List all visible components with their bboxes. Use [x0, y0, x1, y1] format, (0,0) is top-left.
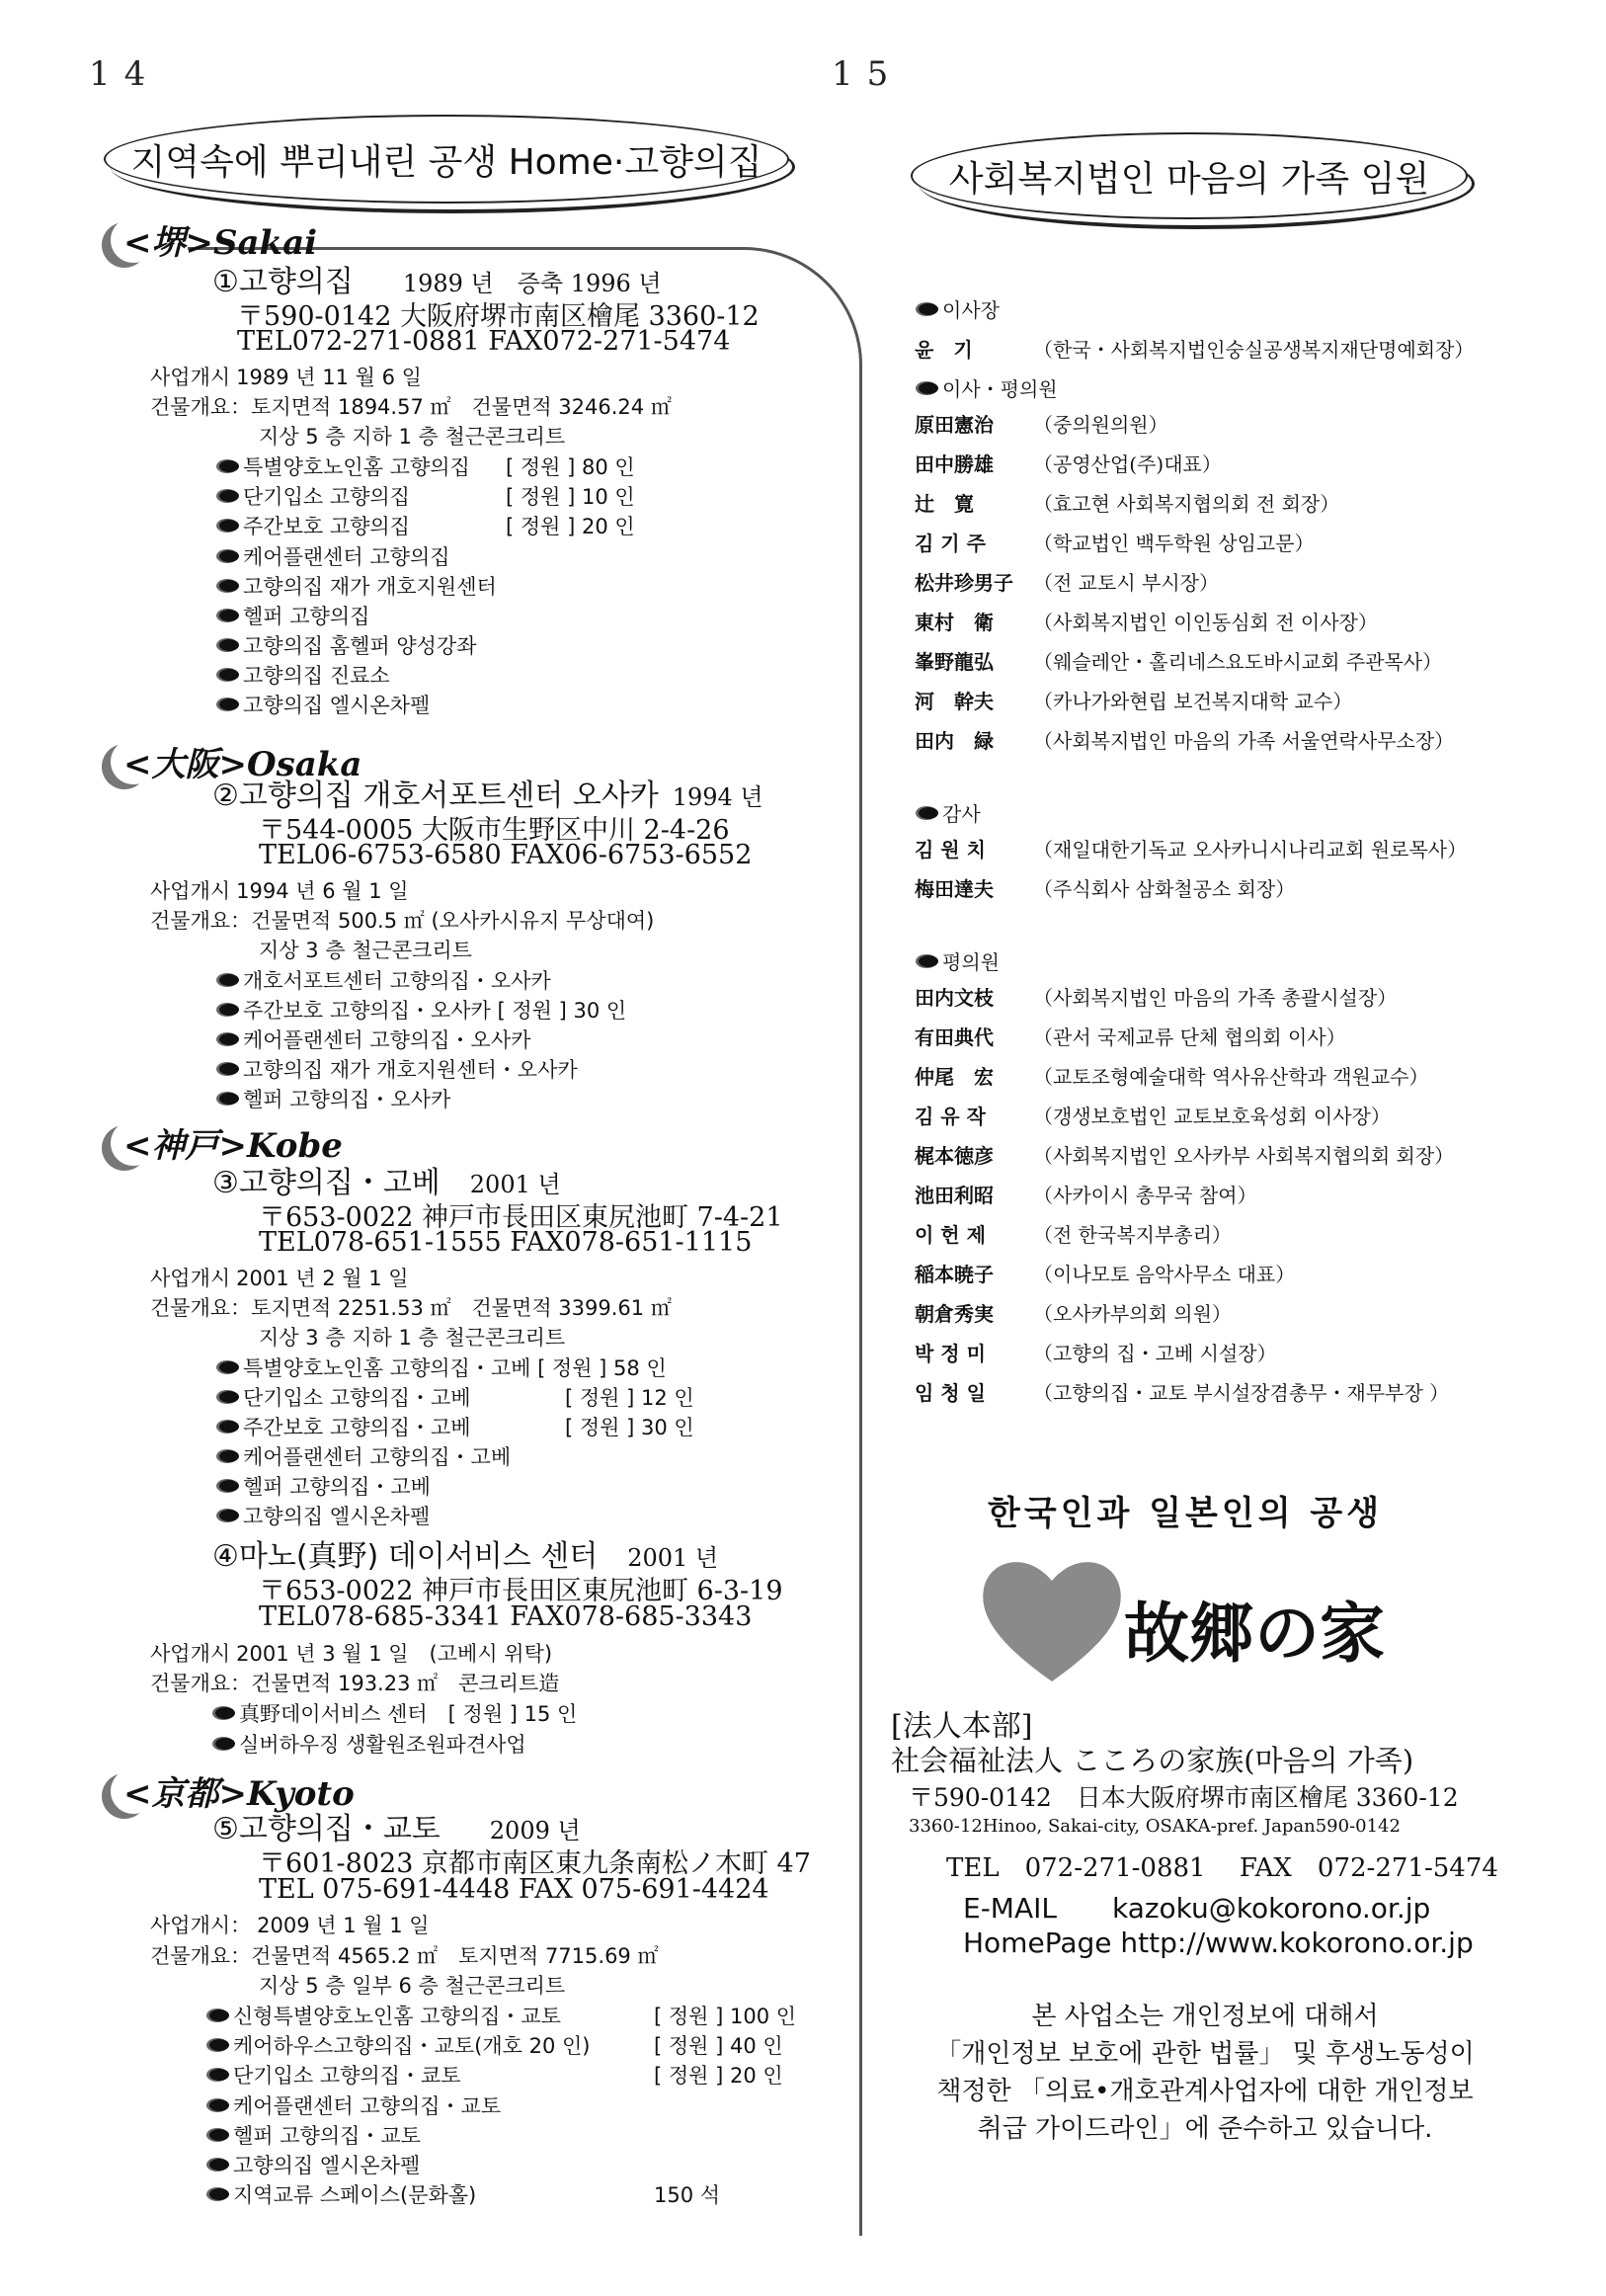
officer-row: 峯野龍弘 （웨슬레안・홀리네스요도바시교회 주관목사）: [915, 650, 1443, 674]
service-item: 케어플랜센터 고향의집: [219, 541, 450, 571]
facility-start: 사업개시 1994 년 6 월 1 일: [150, 879, 409, 903]
service-item: 단기입소 고향의집・쿄토 [ 정원 ] 20 인: [209, 2060, 461, 2090]
bullet-icon: [219, 460, 239, 472]
bullet-icon: [219, 520, 239, 532]
facility-address: 〒653-0022 神戸市長田区東尻池町 7-4-21: [259, 1202, 783, 1233]
right-header: [911, 132, 1468, 219]
facility-building-2: 지상 3 층 철근콘크리트: [259, 939, 472, 962]
service-item: 헬퍼 고향의집・오사카: [219, 1084, 450, 1113]
officer-row: 梶本徳彦 （사회복지법인 오사카부 사회복지협의회 회장）: [915, 1144, 1455, 1168]
officer-row: 김 기 주 （학교법인 백두학원 상임고문）: [915, 532, 1315, 555]
region-osaka: <大阪>Osaka: [123, 745, 362, 784]
service-item: 케어플랜센터 고향의집・교토: [209, 2091, 501, 2120]
facility-building: 건물개요：토지면적 1894.57 ㎡ 건물면적 3246.24 ㎡: [150, 395, 672, 419]
service-item: 고향의집 엘시온차펠: [219, 1501, 430, 1530]
bullet-icon: [219, 974, 239, 986]
bullet-icon: [919, 382, 938, 394]
facility-address: 〒653-0022 神戸市長田区東尻池町 6-3-19: [259, 1576, 783, 1606]
bullet-icon: [219, 550, 239, 562]
bullet-icon: [219, 1361, 239, 1373]
service-item: 주간보호 고향의집 [ 정원 ] 20 인: [219, 511, 410, 540]
bullet-icon: [209, 2188, 229, 2200]
facility-tel: TEL072-271-0881 FAX072-271-5474: [237, 326, 731, 357]
facility-building-2: 지상 3 층 지하 1 층 철근콘크리트: [259, 1326, 566, 1350]
service-item: 케어플랜센터 고향의집・오사카: [219, 1025, 530, 1054]
section-chair: 이사장: [919, 294, 1000, 323]
service-item: 주간보호 고향의집・고베 [ 정원 ] 30 인: [219, 1412, 471, 1441]
bullet-icon: [219, 1063, 239, 1075]
region-sakai: <堺>Sakai: [123, 223, 318, 263]
service-item: 고향의집 엘시온차펠: [219, 690, 430, 719]
officer-row: 이 헌 제 （전 한국복지부총리）: [915, 1223, 1232, 1247]
service-item: 개호서포트센터 고향의집・오사카: [219, 965, 551, 995]
page-number-left: 14: [89, 54, 160, 94]
bullet-icon: [219, 1450, 239, 1462]
service-item: 신형특별양호노인홈 고향의집・교토 [ 정원 ] 100 인: [209, 2001, 561, 2030]
bullet-icon: [219, 669, 239, 681]
bullet-icon: [219, 580, 239, 592]
hq-email[interactable]: E-MAIL kazoku@kokorono.or.jp: [963, 1892, 1431, 1925]
bullet-icon: [219, 610, 239, 621]
service-item: 고향의집 엘시온차펠: [209, 2150, 420, 2179]
service-item: 특별양호노인홈 고향의집・고베 [ 정원 ] 58 인: [219, 1353, 667, 1382]
hq-tel: TEL 072-271-0881 FAX 072-271-5474: [946, 1853, 1498, 1883]
facility-title: ③고향의집・고베 2001 년: [212, 1166, 561, 1200]
facility-start: 사업개시 2001 년 2 월 1 일: [150, 1267, 409, 1290]
service-item: 케어플랜센터 고향의집・고베: [219, 1441, 511, 1471]
notice-line: 「개인정보 보호에 관한 법률」 및 후생노동성이: [935, 2039, 1475, 2069]
service-item: 고향의집 재가 개호지원센터: [219, 571, 497, 601]
heart-icon: [978, 1551, 1126, 1689]
facility-building-2: 지상 5 층 지하 1 층 철근콘크리트: [259, 425, 566, 449]
officer-row: 河 幹夫 （카나가와현립 보건복지대학 교수）: [915, 690, 1353, 713]
facility-building: 건물개요：건물면적 4565.2 ㎡ 토지면적 7715.69 ㎡: [150, 1944, 659, 1968]
bullet-icon: [219, 1421, 239, 1433]
service-item: 케어하우스고향의집・교토(개호 20 인) [ 정원 ] 40 인: [209, 2030, 590, 2060]
service-item: 주간보호 고향의집・오사카 [ 정원 ] 30 인: [219, 995, 626, 1025]
region-kyoto: <京都>Kyoto: [123, 1774, 355, 1814]
section-auditors: 감사: [919, 798, 981, 827]
bullet-icon: [219, 1093, 239, 1105]
privacy-notice: [889, 1998, 1521, 2148]
facility-tel: TEL078-685-3341 FAX078-685-3343: [259, 1601, 753, 1632]
notice-line: 취급 가이드라인」에 준수하고 있습니다.: [977, 2114, 1433, 2144]
officer-row: 田内文枝 （사회복지법인 마음의 가족 총괄시설장）: [915, 986, 1398, 1010]
service-item: 고향의집 재가 개호지원센터・오사카: [219, 1054, 578, 1084]
hq-address-jp: 〒590-0142 日本大阪府堺市南区檜尾 3360-12: [909, 1783, 1459, 1812]
service-item: 특별양호노인홈 고향의집 [ 정원 ] 80 인: [219, 451, 470, 481]
officer-row: 有田典代 （관서 국제교류 단체 협의회 이사）: [915, 1025, 1346, 1049]
notice-line: 본 사업소는 개인정보에 대해서: [1031, 2002, 1379, 2031]
service-item: 고향의집 진료소: [219, 660, 390, 690]
bullet-icon: [209, 2159, 229, 2171]
service-item: 단기입소 고향의집・고베 [ 정원 ] 12 인: [219, 1382, 471, 1412]
bullet-icon: [209, 2009, 229, 2021]
officer-row: 梅田達夫 （주식회사 삼화철공소 회장）: [915, 877, 1296, 901]
service-item: 헬퍼 고향의집: [219, 601, 369, 630]
facility-tel: TEL078-651-1555 FAX078-651-1115: [259, 1227, 753, 1258]
bullet-icon: [219, 1004, 239, 1016]
officer-row: 辻 寛 （효고현 사회복지협의회 전 회장）: [915, 492, 1340, 516]
facility-title: ①고향의집 1989 년 증축 1996 년: [212, 265, 662, 299]
officer-row: 박 정 미 （고향의 집・고베 시설장）: [915, 1342, 1277, 1365]
service-item: 단기입소 고향의집 [ 정원 ] 10 인: [219, 481, 410, 511]
bullet-icon: [219, 1391, 239, 1403]
logo-text: 故郷の家: [1124, 1595, 1385, 1672]
bullet-icon: [209, 2069, 229, 2081]
bullet-icon: [209, 2099, 229, 2111]
hq-label: [法人本部]: [891, 1709, 1033, 1744]
officer-row: 임 청 일 （고향의집・교토 부시설장겸총무・재무부장 ）: [915, 1381, 1450, 1405]
officer-row: 朝倉秀実 （오사카부의회 의원）: [915, 1302, 1232, 1326]
service-item: 지역교류 스페이스(문화홀) 150 석: [209, 2179, 476, 2209]
bullet-icon: [209, 2039, 229, 2051]
facility-address: 〒601-8023 京都市南区東九条南松ノ木町 47: [259, 1848, 811, 1879]
bullet-icon: [219, 1480, 239, 1492]
officer-row: 田中勝雄 （공영산업(주)대표）: [915, 452, 1222, 476]
facility-building: 건물개요：건물면적 500.5 ㎡ (오사카시유지 무상대여): [150, 909, 655, 933]
bullet-icon: [219, 698, 239, 710]
facility-building-2: 지상 5 층 일부 6 층 철근콘크리트: [259, 1974, 566, 1998]
section-directors: 이사・평의원: [919, 373, 1058, 402]
facility-address: 〒544-0005 大阪市生野区中川 2-4-26: [259, 815, 730, 846]
bullet-icon: [919, 303, 938, 315]
section-council: 평의원: [919, 946, 1000, 975]
service-item: 헬퍼 고향의집・고베: [219, 1471, 431, 1501]
hq-address-en: 3360-12Hinoo, Sakai-city, OSAKA-pref. Japan590-0142: [909, 1816, 1401, 1837]
facility-title: ④마노(真野) 데이서비스 센터 2001 년: [212, 1539, 719, 1574]
facility-tel: TEL06-6753-6580 FAX06-6753-6552: [259, 840, 753, 870]
officer-row: 松井珍男子 （전 교토시 부시장）: [915, 571, 1219, 595]
officer-row: 原田憲治 （중의원의원）: [915, 413, 1168, 437]
service-item: 헬퍼 고향의집・교토: [209, 2120, 421, 2150]
facility-address: 〒590-0142 大阪府堺市南区檜尾 3360-12: [237, 301, 760, 332]
left-header: [104, 115, 789, 204]
bullet-icon: [215, 1738, 235, 1750]
facility-title: ⑤고향의집・교토 2009 년: [212, 1812, 581, 1846]
officer-row: 김 원 치 （재일대한기독교 오사카니시나리교회 원로목사）: [915, 838, 1468, 861]
officer-row: 稲本暁子 （이나모토 음악사무소 대표）: [915, 1263, 1296, 1286]
bullet-icon: [219, 1033, 239, 1045]
service-item: 고향의집 홈헬퍼 양성강좌: [219, 630, 477, 660]
officer-row: 田内 緑 （사회복지법인 마음의 가족 서울연락사무소장）: [915, 729, 1455, 753]
facility-building: 건물개요：토지면적 2251.53 ㎡ 건물면적 3399.61 ㎡: [150, 1296, 672, 1320]
hq-org: 社会福祉法人 こころの家族(마음의 가족): [891, 1744, 1414, 1777]
page-number-right: 15: [832, 54, 903, 94]
bullet-icon: [219, 1510, 239, 1521]
right-header-title: 사회복지법인 마음의 가족 임원: [948, 158, 1430, 200]
bullet-icon: [215, 1707, 235, 1719]
officer-row: 윤 기 （한국・사회복지법인숭실공생복지재단명예회장）: [915, 338, 1475, 362]
facility-start: 사업개시： 2009 년 1 월 1 일: [150, 1914, 430, 1937]
officer-row: 東村 衛 （사회복지법인 이인동심회 전 이사장）: [915, 611, 1378, 634]
officer-row: 仲尾 宏 （교토조형예술대학 역사유산학과 객원교수）: [915, 1065, 1429, 1089]
facility-start: 사업개시 2001 년 3 월 1 일 (고베시 위탁): [150, 1642, 553, 1666]
facility-building: 건물개요：건물면적 193.23 ㎡ 콘크리트造: [150, 1672, 560, 1695]
hq-homepage[interactable]: HomePage http://www.kokorono.or.jp: [963, 1927, 1474, 1959]
bullet-icon: [219, 639, 239, 651]
bullet-icon: [919, 955, 938, 967]
bullet-icon: [209, 2129, 229, 2141]
notice-line: 책정한 「의료•개호관계사업자에 대한 개인정보: [936, 2077, 1474, 2106]
region-kobe: <神戸>Kobe: [123, 1126, 343, 1166]
bullet-icon: [919, 807, 938, 819]
left-header-title: 지역속에 뿌리내린 공생 Home·고향의집: [130, 141, 763, 183]
service-item: 真野데이서비스 센터 [ 정원 ] 15 인: [215, 1698, 577, 1728]
logo-tagline: 한국인과 일본인의 공생: [988, 1494, 1384, 1533]
service-item: 실버하우징 생활원조원파견사업: [215, 1729, 526, 1759]
bullet-icon: [219, 490, 239, 502]
facility-start: 사업개시 1989 년 11 월 6 일: [150, 366, 422, 389]
officer-row: 池田利昭 （사카이시 총무국 참여）: [915, 1184, 1257, 1207]
facility-title: ②고향의집 개호서포트센터 오사카 1994 년: [212, 779, 763, 813]
officer-row: 김 유 작 （갱생보호법인 교토보호육성회 이사장）: [915, 1105, 1391, 1128]
facility-tel: TEL 075-691-4448 FAX 075-691-4424: [259, 1874, 769, 1905]
